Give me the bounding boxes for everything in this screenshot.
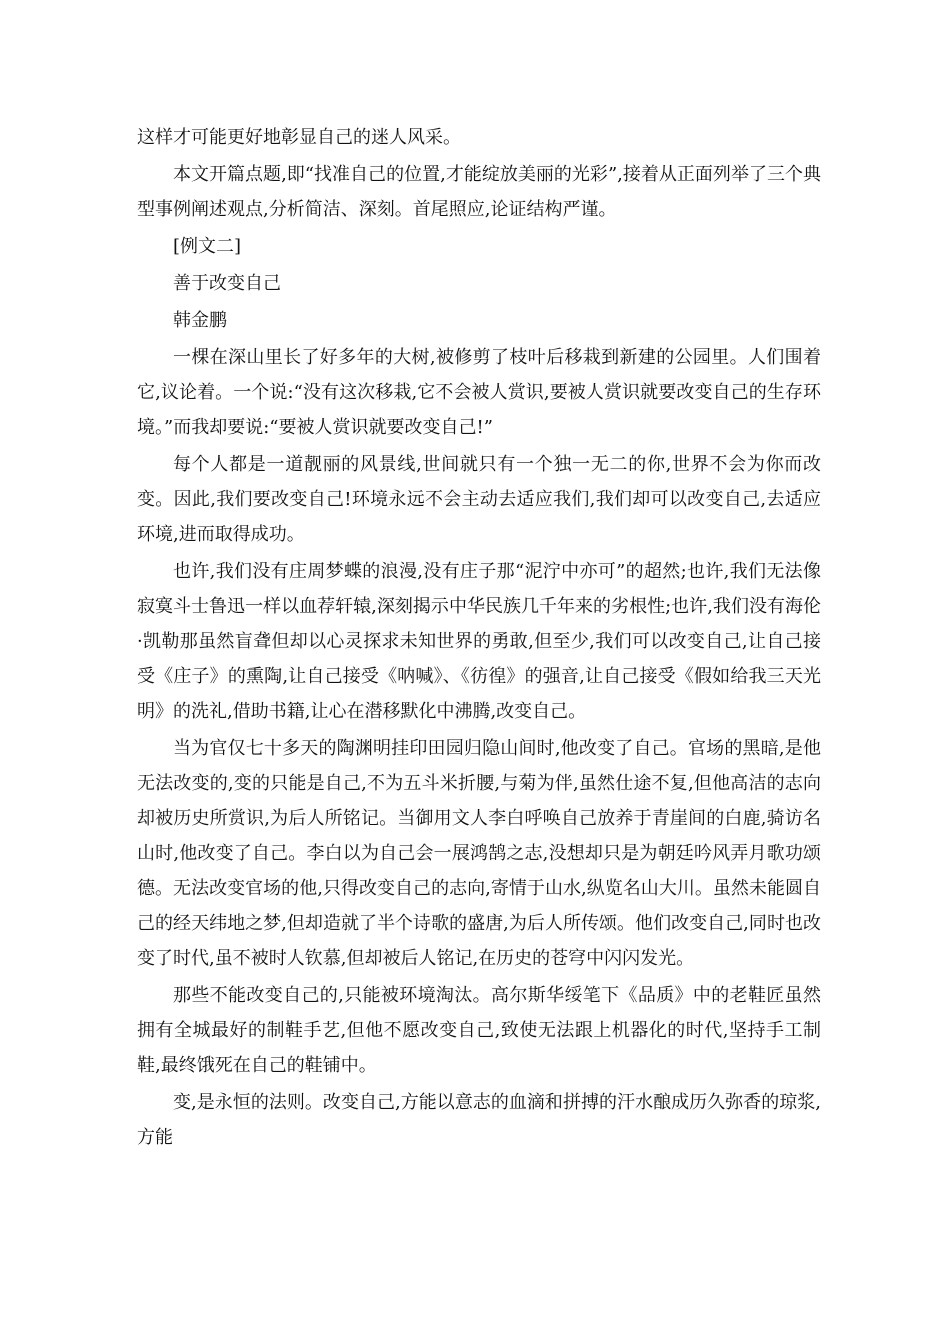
- paragraph-counterexample: 那些不能改变自己的,只能被环境淘汰。高尔斯华绥笔下《品质》中的老鞋匠虽然拥有全城最好的制鞋手艺,但他不愿改变自己,致使无法跟上机器化的时代,坚持手工制鞋,最终饿死在自己的鞋铺中。: [137, 985, 821, 1076]
- paragraph-thesis: 每个人都是一道靓丽的风景线,世间就只有一个独一无二的你,世界不会为你而改变。因此,我们要改变自己!环境永远不会主动去适应我们,我们却可以改变自己,去适应环境,进而取得成功。: [137, 454, 821, 545]
- paragraph-commentary: 本文开篇点题,即“找准自己的位置,才能绽放美丽的光彩”,接着从正面列举了三个典型事例阐述观点,分析简洁、深刻。首尾照应,论证结构严谨。: [137, 164, 821, 220]
- paragraph-continuation: 这样才可能更好地彰显自己的迷人风采。: [137, 127, 461, 148]
- paragraph-conclusion: 变,是永恒的法则。改变自己,方能以意志的血滴和拼搏的汗水酿成历久弥香的琼浆,方能: [137, 1092, 821, 1148]
- essay-author: 韩金鹏: [173, 310, 227, 331]
- document-body: [137, 120, 821, 1157]
- example-heading: [例文二]: [173, 236, 242, 257]
- essay-title: 善于改变自己: [173, 273, 281, 294]
- paragraph-intro: 一棵在深山里长了好多年的大树,被修剪了枝叶后移栽到新建的公园里。人们围着它,议论着。一个说:“没有这次移栽,它不会被人赏识,要被人赏识就要改变自己的生存环境。”而我却要说:“要被人赏识就要改变自己!”: [137, 347, 821, 438]
- paragraph-examples-2: 当为官仅七十多天的陶渊明挂印田园归隐山间时,他改变了自己。官场的黑暗,是他无法改变的,变的只能是自己,不为五斗米折腰,与菊为伴,虽然仕途不复,但他高洁的志向却被历史所赏识,为后人所铭记。当御用文人李白呼唤自己放养于青崖间的白鹿,骑访名山时,他改变了自己。李白以为自己会一展鸿鹄之志,没想却只是为朝廷吟风弄月歌功颂德。无法改变官场的他,只得改变自己的志向,寄情于山水,纵览名山大川。虽然未能圆自己的经天纬地之梦,但却造就了半个诗歌的盛唐,为后人所传颂。他们改变自己,同时也改变了时代,虽不被时人钦慕,但却被后人铭记,在历史的苍穹中闪闪发光。: [137, 738, 821, 969]
- paragraph-examples-1: 也许,我们没有庄周梦蝶的浪漫,没有庄子那“泥泞中亦可”的超然;也许,我们无法像寂寞斗士鲁迅一样以血荐轩辕,深刻揭示中华民族几千年来的劣根性;也许,我们没有海伦·凯勒那虽然盲聋但却以心灵探求未知世界的勇敢,但至少,我们可以改变自己,让自己接受《庄子》的熏陶,让自己接受《呐喊》、《彷徨》的强音,让自己接受《假如给我三天光明》的洗礼,借助书籍,让心在潜移默化中沸腾,改变自己。: [137, 561, 821, 722]
